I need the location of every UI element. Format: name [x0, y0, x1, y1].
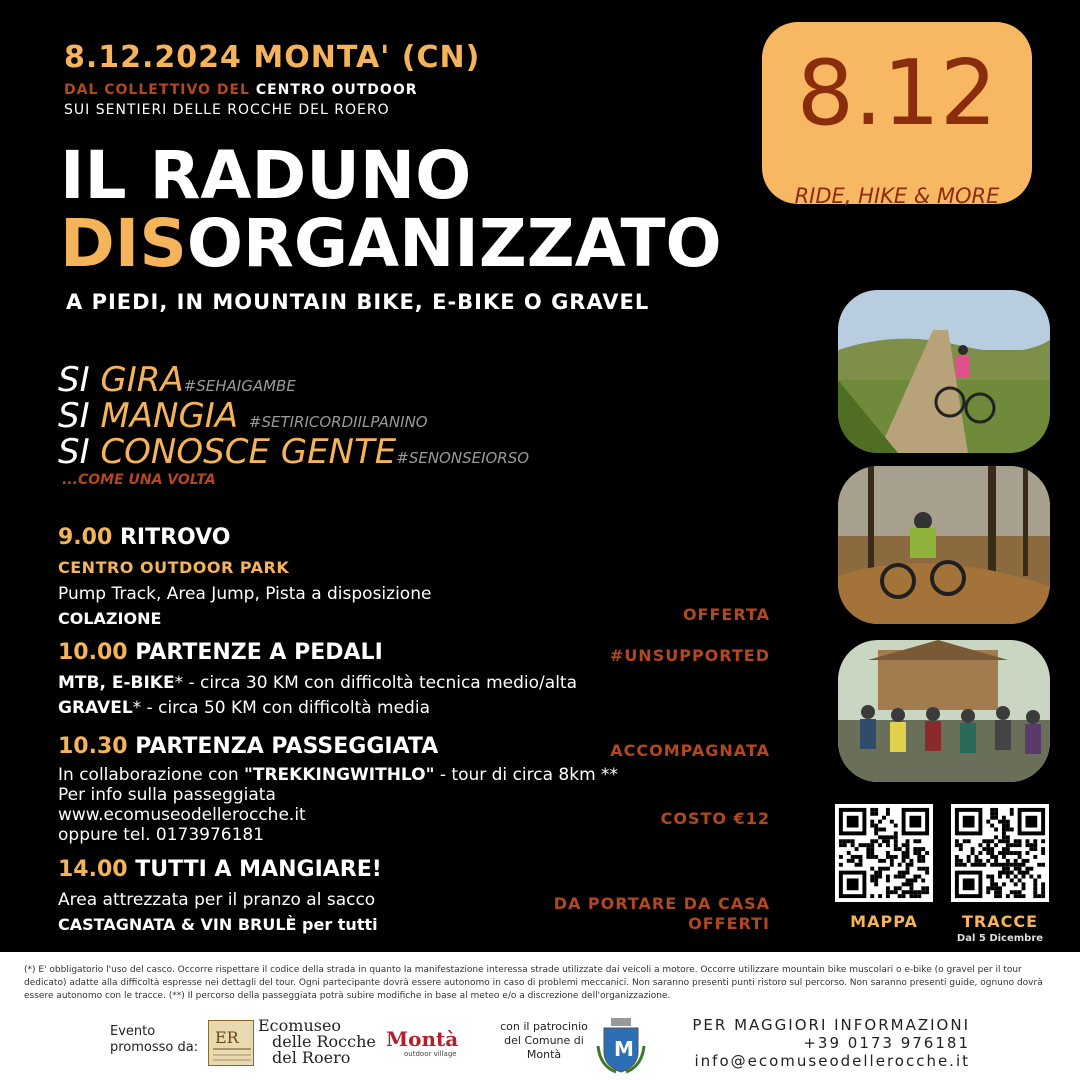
slogan-word: GIRA	[100, 360, 184, 400]
contact-info	[692, 1016, 970, 1070]
title-line-2	[60, 205, 722, 282]
schedule-time: 9.00	[58, 525, 113, 550]
tracks-qr-code[interactable]	[951, 804, 1049, 902]
title-rest: ORGANIZZATO	[186, 205, 722, 282]
svg-text:M: M	[614, 1037, 634, 1061]
note-offerti: OFFERTI	[688, 914, 770, 933]
title-line-1: IL RADUNO	[60, 137, 472, 214]
pedali-gravel-desc: * - circa 50 KM con difficoltà media	[132, 698, 430, 718]
mangiare-line-1: Area attrezzata per il pranzo al sacco	[58, 890, 376, 910]
patronage-label	[498, 1020, 590, 1062]
schedule-time: 10.00	[58, 640, 128, 665]
note-costo: COSTO €12	[660, 809, 770, 828]
ritrovo-place: CENTRO OUTDOOR PARK	[58, 558, 290, 577]
passeggiata-line-1	[58, 765, 618, 785]
promo-label	[110, 1024, 198, 1056]
qr-pattern	[835, 804, 933, 902]
passeggiata-tour: - tour di circa 8km **	[434, 765, 619, 785]
ecomuseo-name-line-2: delle Rocche	[272, 1032, 376, 1051]
pedali-mtb-desc: * - circa 30 KM con difficoltà tecnica medio/alta	[174, 673, 577, 693]
patronage-line-1: con il patrocinio	[500, 1020, 588, 1033]
slogan-prefix: SI	[58, 360, 101, 400]
schedule-time: 14.00	[58, 857, 128, 882]
monta-outdoor-logo	[386, 1028, 462, 1068]
ritrovo-extra: COLAZIONE	[58, 609, 162, 628]
schedule-title: PARTENZE A PEDALI	[135, 640, 383, 665]
ecomuseo-name	[258, 1018, 376, 1066]
pedali-mtb-label: MTB, E-BIKE	[58, 673, 175, 693]
event-date-place: 8.12.2024 MONTA' (CN)	[64, 40, 481, 75]
pedali-mtb-line	[58, 673, 577, 693]
passeggiata-website-link[interactable]: www.ecomuseodellerocche.it	[58, 805, 306, 825]
footnote-disclaimer: (*) E' obbligatorio l'uso del casco. Occorre rispettare il codice della strada in quanto la manifestazione interessa strade utilizzate dai veicoli a motore. Occorre utilizzare mountain bike muscolari o e-bike (o gravel per il tour dedicato) adatte alla difficoltà espresse nei dettagli del tour. Ogni partecipante dovrà essere autonomo in caso di problemi meccanici. Non saranno presenti punti ristoro sul percorso. Non saranno presenti guide, ognuno dovrà essere autonomo con le tracce. (**) Il percorso della passeggiata potrà subire modifiche in base al meteo e/o a discrezione dell'organizzazione.	[24, 965, 1043, 1001]
organizer-prefix: DAL COLLETTIVO DEL	[64, 82, 256, 98]
patronage-line-2: del Comune di	[504, 1034, 584, 1047]
contact-title: PER MAGGIORI INFORMAZIONI	[692, 1016, 970, 1034]
note-offerta: OFFERTA	[682, 605, 770, 624]
title-accent: DIS	[60, 205, 187, 282]
slogan-hashtag: #SETIRICORDIILPANINO	[248, 413, 428, 431]
monta-logo-text: Montà	[386, 1027, 459, 1051]
note-unsupported: #UNSUPPORTED	[609, 646, 770, 665]
photo-group-people	[838, 640, 1050, 782]
passeggiata-partner: "TREKKINGWITHLO"	[244, 765, 435, 785]
slogan-gente	[58, 434, 529, 476]
map-qr-code[interactable]	[835, 804, 933, 902]
pedali-gravel-label: GRAVEL	[58, 698, 133, 718]
footer	[0, 952, 1080, 1080]
badge-tagline: RIDE, HIKE & MORE	[794, 184, 1000, 208]
ecomuseo-name-line-3: del Roero	[272, 1048, 351, 1067]
schedule-title: PARTENZA PASSEGGIATA	[135, 734, 439, 759]
badge-date: 8.12	[796, 41, 998, 146]
photo-mtb-rider	[838, 290, 1050, 453]
ecomuseo-logo-icon	[208, 1020, 254, 1066]
passeggiata-collab: In collaborazione con	[58, 765, 245, 785]
slogan-prefix: SI	[58, 396, 101, 436]
schedule-ritrovo-title	[58, 525, 230, 550]
patronage-line-3: Montà	[526, 1048, 562, 1061]
slogan-word: MANGIA	[100, 396, 239, 436]
slogan-prefix: SI	[58, 432, 101, 472]
ritrovo-desc: Pump Track, Area Jump, Pista a disposizione	[58, 584, 432, 604]
organizer-name: CENTRO OUTDOOR	[255, 82, 418, 98]
svg-text:ER: ER	[215, 1028, 239, 1047]
promo-label-line-1: Evento	[110, 1024, 156, 1039]
note-accompagnata: ACCOMPAGNATA	[610, 741, 770, 760]
date-badge	[762, 22, 1032, 208]
pedali-gravel-line	[58, 698, 430, 718]
photo-mtb-forest	[838, 466, 1050, 624]
slogan-note: ...COME UNA VOLTA	[62, 472, 216, 488]
note-da-portare: DA PORTARE DA CASA	[553, 894, 770, 913]
passeggiata-line-2: Per info sulla passeggiata	[58, 785, 276, 805]
schedule-title: RITROVO	[119, 525, 231, 550]
slogan-word: CONOSCE GENTE	[100, 432, 397, 472]
qr-label-tracce: TRACCE	[961, 912, 1039, 931]
monta-logo-sub: outdoor village	[404, 1050, 457, 1058]
ecomuseo-name-line-1: Ecomuseo	[258, 1016, 342, 1035]
schedule-time: 10.30	[58, 734, 128, 759]
organizer-line	[64, 82, 418, 98]
contact-phone[interactable]: +39 0173 976181	[803, 1034, 970, 1052]
comune-crest-icon	[596, 1016, 646, 1074]
schedule-pedali-title	[58, 640, 383, 665]
slogan-hashtag: #SENONSEIORSO	[396, 449, 530, 467]
promo-label-line-2: promosso da:	[110, 1040, 199, 1055]
contact-email-link[interactable]: info@ecomuseodellerocche.it	[694, 1052, 970, 1070]
schedule-passeggiata-title	[58, 734, 438, 759]
schedule-title: TUTTI A MANGIARE!	[135, 857, 382, 882]
slogan-hashtag: #SEHAIGAMBE	[183, 377, 296, 395]
subtitle: A PIEDI, IN MOUNTAIN BIKE, E-BIKE O GRAVEL	[66, 290, 650, 314]
qr-pattern	[951, 804, 1049, 902]
qr-label-mappa: MAPPA	[850, 912, 918, 931]
schedule-mangiare-title	[58, 857, 382, 882]
qr-tracks-date: Dal 5 Dicembre	[956, 933, 1044, 944]
location-line: SUI SENTIERI DELLE ROCCHE DEL ROERO	[64, 102, 390, 118]
passeggiata-phone: oppure tel. 0173976181	[58, 825, 265, 845]
mangiare-line-2: CASTAGNATA & VIN BRULÈ per tutti	[58, 915, 378, 934]
